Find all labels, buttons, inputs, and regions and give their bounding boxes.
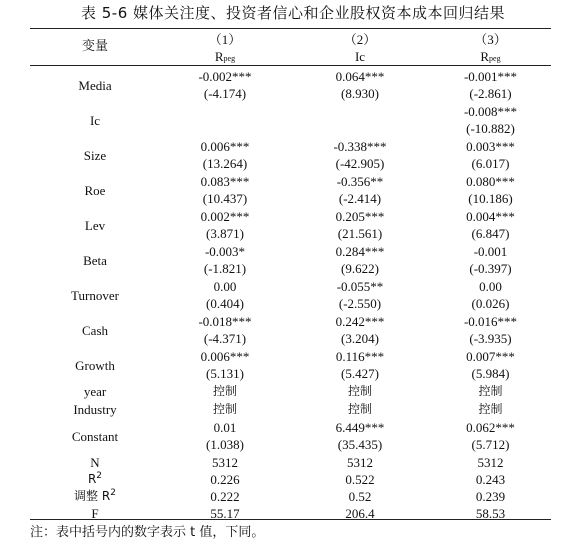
variable-header: 变量 — [81, 39, 108, 54]
coef-cell: -0.003* — [204, 244, 246, 259]
coef-cell: 0.116*** — [335, 349, 385, 364]
col-dep-2: Ic — [354, 49, 366, 64]
coef-cell: 0.080*** — [466, 174, 515, 189]
t-stat-cell: (-42.905) — [335, 156, 385, 171]
col-dep-3: Rpeg — [480, 49, 501, 64]
row-label: Ic — [89, 113, 101, 128]
coef-cell: 0.003*** — [466, 139, 515, 154]
coef-cell: 0.083*** — [200, 174, 250, 189]
table-note: 注：表中括号内的数字表示 t 值，下同。 — [30, 525, 265, 540]
col-num-3: （3） — [474, 32, 507, 47]
control-cell: 控制 — [478, 384, 503, 398]
row-label: Turnover — [71, 288, 119, 303]
t-stat-cell: (6.017) — [471, 156, 510, 171]
row-label: Roe — [84, 183, 106, 198]
coef-cell: -0.002*** — [198, 69, 252, 84]
stat-cell: 0.239 — [475, 489, 506, 504]
coef-cell: -0.001 — [473, 244, 508, 259]
t-stat-cell: (-4.174) — [203, 86, 247, 101]
row-label: $R^2$ — [87, 471, 103, 486]
stat-cell: 58.53 — [475, 506, 506, 521]
t-stat-cell: (-2.550) — [338, 296, 382, 311]
stat-cell: 5312 — [477, 455, 504, 470]
coef-cell: -0.016*** — [463, 314, 518, 329]
stat-cell: 0.222 — [210, 489, 240, 504]
coef-cell: 0.242*** — [335, 314, 385, 329]
row-label: Lev — [84, 218, 106, 233]
col-num-1: （1） — [208, 32, 242, 47]
t-stat-cell: (-0.397) — [469, 261, 512, 276]
t-stat-cell: (10.437) — [202, 191, 248, 206]
t-stat-cell: (-2.861) — [469, 86, 512, 101]
row-label: Media — [78, 78, 112, 93]
t-stat-cell: (35.435) — [337, 437, 383, 452]
t-stat-cell: (8.930) — [341, 86, 379, 101]
coef-cell: 0.205*** — [335, 209, 385, 224]
row-label: Industry — [73, 402, 117, 417]
coef-cell: 0.062*** — [466, 420, 515, 435]
stat-cell: 55.17 — [210, 506, 240, 521]
table-title: 表 5-6 媒体关注度、投资者信心和企业股权资本成本回归结果 — [80, 4, 506, 22]
control-cell: 控制 — [347, 402, 372, 416]
coef-cell: 0.064*** — [335, 69, 385, 84]
row-label: Constant — [71, 429, 119, 444]
t-stat-cell: (3.204) — [341, 331, 379, 346]
row-label: 调整 $R^2$ — [74, 488, 116, 503]
coef-cell: -0.001*** — [463, 69, 518, 84]
coef-cell: 0.01 — [213, 420, 237, 435]
control-cell: 控制 — [347, 384, 372, 398]
t-stat-cell: (5.712) — [471, 437, 510, 452]
stat-cell: 0.522 — [345, 472, 375, 487]
t-stat-cell: (9.622) — [341, 261, 379, 276]
t-stat-cell: (-10.882) — [466, 121, 515, 136]
col-dep-1: Rpeg — [214, 49, 236, 64]
stat-cell: 206.4 — [345, 506, 375, 521]
coef-cell: 0.002*** — [200, 209, 250, 224]
stat-cell: 0.52 — [348, 489, 372, 504]
stat-cell: 5312 — [212, 455, 238, 470]
coef-cell: 0.007*** — [466, 349, 515, 364]
t-stat-cell: (0.404) — [206, 296, 244, 311]
t-stat-cell: (-1.821) — [203, 261, 247, 276]
row-label: Cash — [82, 323, 108, 338]
t-stat-cell: (5.427) — [341, 366, 379, 381]
coef-cell: -0.356** — [336, 174, 384, 189]
coef-cell: 0.284*** — [335, 244, 385, 259]
t-stat-cell: (1.038) — [206, 437, 244, 452]
coef-cell: 0.006*** — [200, 139, 250, 154]
coef-cell: -0.055** — [336, 279, 384, 294]
t-stat-cell: (21.561) — [337, 226, 383, 241]
coef-cell: -0.008*** — [463, 104, 518, 119]
t-stat-cell: (6.847) — [471, 226, 510, 241]
control-cell: 控制 — [212, 384, 237, 398]
row-label: F — [91, 506, 99, 521]
control-cell: 控制 — [212, 402, 237, 416]
stat-cell: 0.226 — [210, 472, 240, 487]
coef-cell: -0.018*** — [198, 314, 252, 329]
t-stat-cell: (-2.414) — [338, 191, 382, 206]
coef-cell: 0.00 — [479, 279, 502, 294]
coef-cell: -0.338*** — [333, 139, 387, 154]
stat-cell: 0.243 — [475, 472, 506, 487]
stat-cell: 5312 — [347, 455, 373, 470]
t-stat-cell: (5.984) — [471, 366, 510, 381]
t-stat-cell: (-4.371) — [203, 331, 247, 346]
row-label: N — [90, 455, 100, 470]
t-stat-cell: (0.026) — [471, 296, 510, 311]
col-num-2: （2） — [343, 32, 377, 47]
coef-cell: 0.006*** — [200, 349, 250, 364]
coef-cell: 0.004*** — [466, 209, 515, 224]
row-label: Beta — [83, 253, 107, 268]
row-label: Size — [83, 148, 107, 163]
row-label: year — [83, 384, 107, 399]
coef-cell: 6.449*** — [335, 420, 385, 435]
t-stat-cell: (13.264) — [202, 156, 248, 171]
coef-cell: 0.00 — [213, 279, 237, 294]
t-stat-cell: (5.131) — [206, 366, 244, 381]
t-stat-cell: (3.871) — [206, 226, 244, 241]
top-rule — [30, 28, 551, 29]
t-stat-cell: (-3.935) — [469, 331, 512, 346]
row-label: Growth — [75, 358, 115, 373]
t-stat-cell: (10.186) — [468, 191, 513, 206]
control-cell: 控制 — [478, 402, 503, 416]
